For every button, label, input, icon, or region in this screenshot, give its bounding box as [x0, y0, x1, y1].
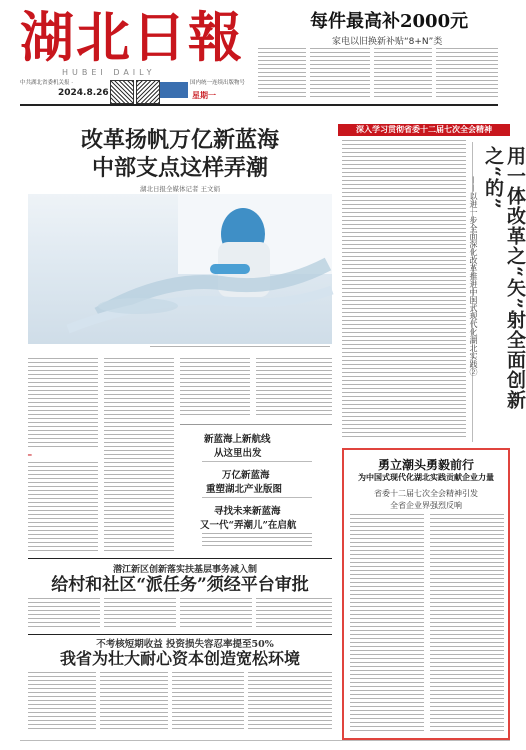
- story-three-kicker: 不考核短期收益 投资损失容忍率提至50%: [96, 639, 274, 650]
- top-story-text-col4: [436, 48, 498, 98]
- issue-date: 2024.8.26: [58, 88, 109, 98]
- vertical-story-subtitle: ——以进一步全面深化改革推进中国式现代化湖北实践②: [469, 176, 478, 376]
- story-two-title[interactable]: 给村和社区“派任务”须经平台审批: [51, 575, 309, 595]
- teaser-divider-2: [202, 497, 312, 498]
- teaser-1b[interactable]: 从这里出发: [214, 448, 262, 459]
- lead-subhead-1: ━: [28, 452, 32, 459]
- lab-scene-illustration: [28, 194, 332, 344]
- masthead-divider: [20, 104, 498, 106]
- box-story-title-1[interactable]: 勇立潮头勇毅前行: [377, 458, 474, 472]
- top-story-text-col2: [310, 48, 370, 98]
- section-tag: 深入学习贯彻省委十二届七次全会精神: [356, 125, 492, 134]
- story-two-col3: [180, 598, 252, 630]
- section-tag-bar: [338, 124, 510, 136]
- teaser-3b[interactable]: 又一代“弄潮儿”在启航: [200, 520, 297, 531]
- qr-code-2: [136, 80, 160, 104]
- enterprise-story-box: [342, 448, 510, 740]
- lead-story-photo: [28, 194, 332, 344]
- box-story-col1: [350, 514, 424, 734]
- weekday: 星期一: [192, 91, 216, 100]
- teaser-3a[interactable]: 寻找未来新蓝海: [214, 506, 281, 517]
- teaser-note: [202, 533, 312, 549]
- qr-code-1: [110, 80, 134, 104]
- teaser-box: [180, 424, 332, 553]
- story-three-col3: [172, 672, 244, 730]
- box-story-col2: [430, 514, 504, 734]
- masthead-notes: 国内统一连续出版物号: [190, 80, 246, 86]
- box-story-subtitle-1: 省委十二届七次全会精神引发: [374, 489, 478, 498]
- photo-caption: [150, 345, 330, 351]
- box-story-title-2[interactable]: 为中国式现代化湖北实践贡献企业力量: [358, 472, 494, 482]
- lead-text-col3: [180, 358, 250, 418]
- lead-story-bottom-rule: [28, 558, 332, 559]
- weather-badge: [160, 82, 188, 98]
- lead-text-col4: [256, 358, 332, 418]
- teaser-2a[interactable]: 万亿新蓝海: [222, 470, 270, 481]
- story-three-col2: [100, 672, 168, 730]
- masthead-info-block: 中共湖北省委机关报 ·: [20, 80, 73, 86]
- teaser-2b[interactable]: 重塑湖北产业版图: [206, 484, 283, 495]
- story-two-kicker: 潜江新区创新落实扶基层事务减入制: [112, 565, 257, 575]
- masthead-latin: HUBEI DAILY: [62, 68, 156, 77]
- story-three-title[interactable]: 我省为壮大耐心资本创造宽松环境: [59, 649, 300, 668]
- teaser-1a[interactable]: 新蓝海上新航线: [204, 434, 271, 445]
- lead-story-title-1[interactable]: 改革扬帆万亿新蓝海: [80, 127, 279, 153]
- lead-story-byline: 湖北日报全媒体记者 王文娟: [139, 185, 221, 193]
- story-two-col2: [104, 598, 176, 630]
- lead-story-title-2[interactable]: 中部支点这样弄潮: [91, 155, 268, 181]
- lead-text-col1b: [28, 462, 98, 552]
- story-two-col1: [28, 598, 100, 630]
- teaser-divider-1: [202, 461, 312, 462]
- box-story-subtitle-2: 全省企业界强烈反响: [390, 501, 462, 510]
- masthead-title: 湖北日報: [20, 5, 244, 69]
- commentary-body: [342, 140, 466, 440]
- top-story-text-col1: [258, 48, 306, 98]
- story-three-col1: [28, 672, 96, 730]
- lead-text-col1a: [28, 358, 98, 450]
- top-headline-subtitle: 家电以旧换新补贴“8+N”类: [332, 37, 443, 47]
- top-story-text-col3: [374, 48, 432, 98]
- footer-rule: [20, 740, 510, 741]
- story-two-bottom-rule: [28, 634, 332, 635]
- story-three-col4: [248, 672, 332, 730]
- lead-text-col2: [104, 358, 174, 552]
- vertical-story-title[interactable]: 用一体改革之“矢”射全面创新之“的”: [482, 146, 526, 410]
- story-two-col4: [256, 598, 332, 630]
- top-headline-title[interactable]: 每件最高补2000元: [310, 11, 469, 32]
